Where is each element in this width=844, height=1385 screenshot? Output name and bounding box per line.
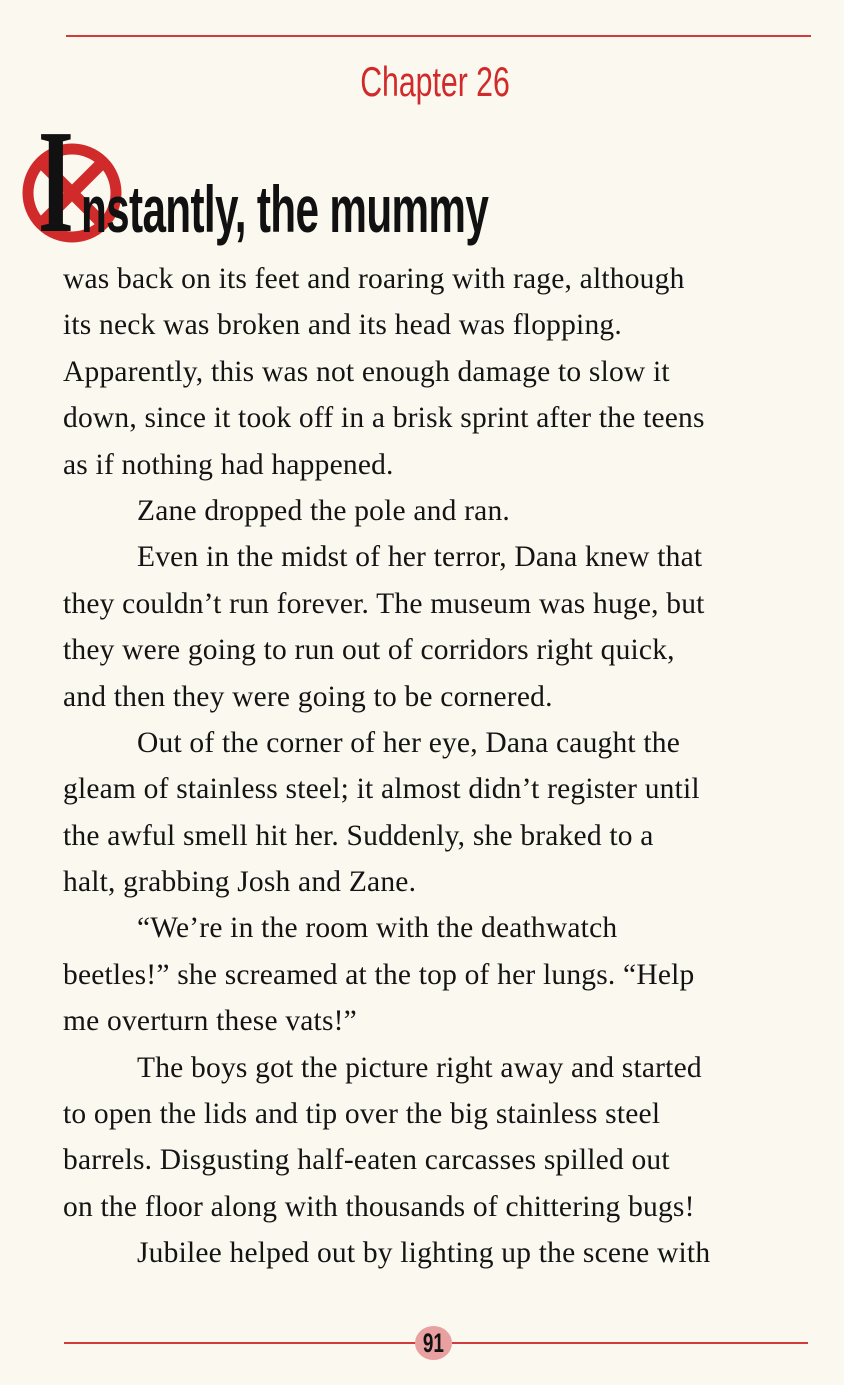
chapter-title: Chapter 26 [360,58,510,105]
text-line: they couldn’t run forever. The museum was huge, but [63,587,705,620]
text-line: as if nothing had happened. [63,448,394,481]
bottom-rule-left [64,1342,416,1344]
lead-words: nstantly, the mummy [81,172,489,246]
text-line: Even in the midst of her terror, Dana knew that [137,541,703,574]
text-line: The boys got the picture right away and started [137,1051,702,1084]
text-line: Jubilee helped out by lighting up the scene with [137,1237,711,1270]
text-line: to open the lids and tip over the big stainless steel [63,1098,661,1131]
dropcap-letter: I [38,100,74,264]
text-line: Apparently, this was not enough damage to slow it [63,355,670,388]
text-line: on the floor along with thousands of chittering bugs! [63,1190,695,1223]
text-line: the awful smell hit her. Suddenly, she braked to a [63,819,654,852]
page-number: 91 [422,1328,444,1358]
text-line: was back on its feet and roaring with rage, although [63,263,685,295]
body-text [63,256,808,1277]
text-line: halt, grabbing Josh and Zane. [63,866,417,899]
text-line: Zane dropped the pole and ran. [137,494,510,527]
text-line: barrels. Disgusting half-eaten carcasses spilled out [63,1144,670,1177]
text-line: Out of the corner of her eye, Dana caught the [137,726,681,759]
bottom-rule-right [452,1342,808,1344]
text-line: “We’re in the room with the deathwatch [137,912,618,945]
top-rule [66,35,811,37]
text-line: beetles!” she screamed at the top of her lungs. “Help [63,958,695,991]
text-line: me overturn these vats!” [63,1005,357,1038]
text-line: down, since it took off in a brisk sprint after the teens [63,402,705,435]
text-line: its neck was broken and its head was flopping. [63,309,622,342]
text-line: gleam of stainless steel; it almost didn’t register until [63,773,700,806]
text-line: they were going to run out of corridors right quick, [63,634,675,667]
text-line: and then they were going to be cornered. [63,680,553,713]
